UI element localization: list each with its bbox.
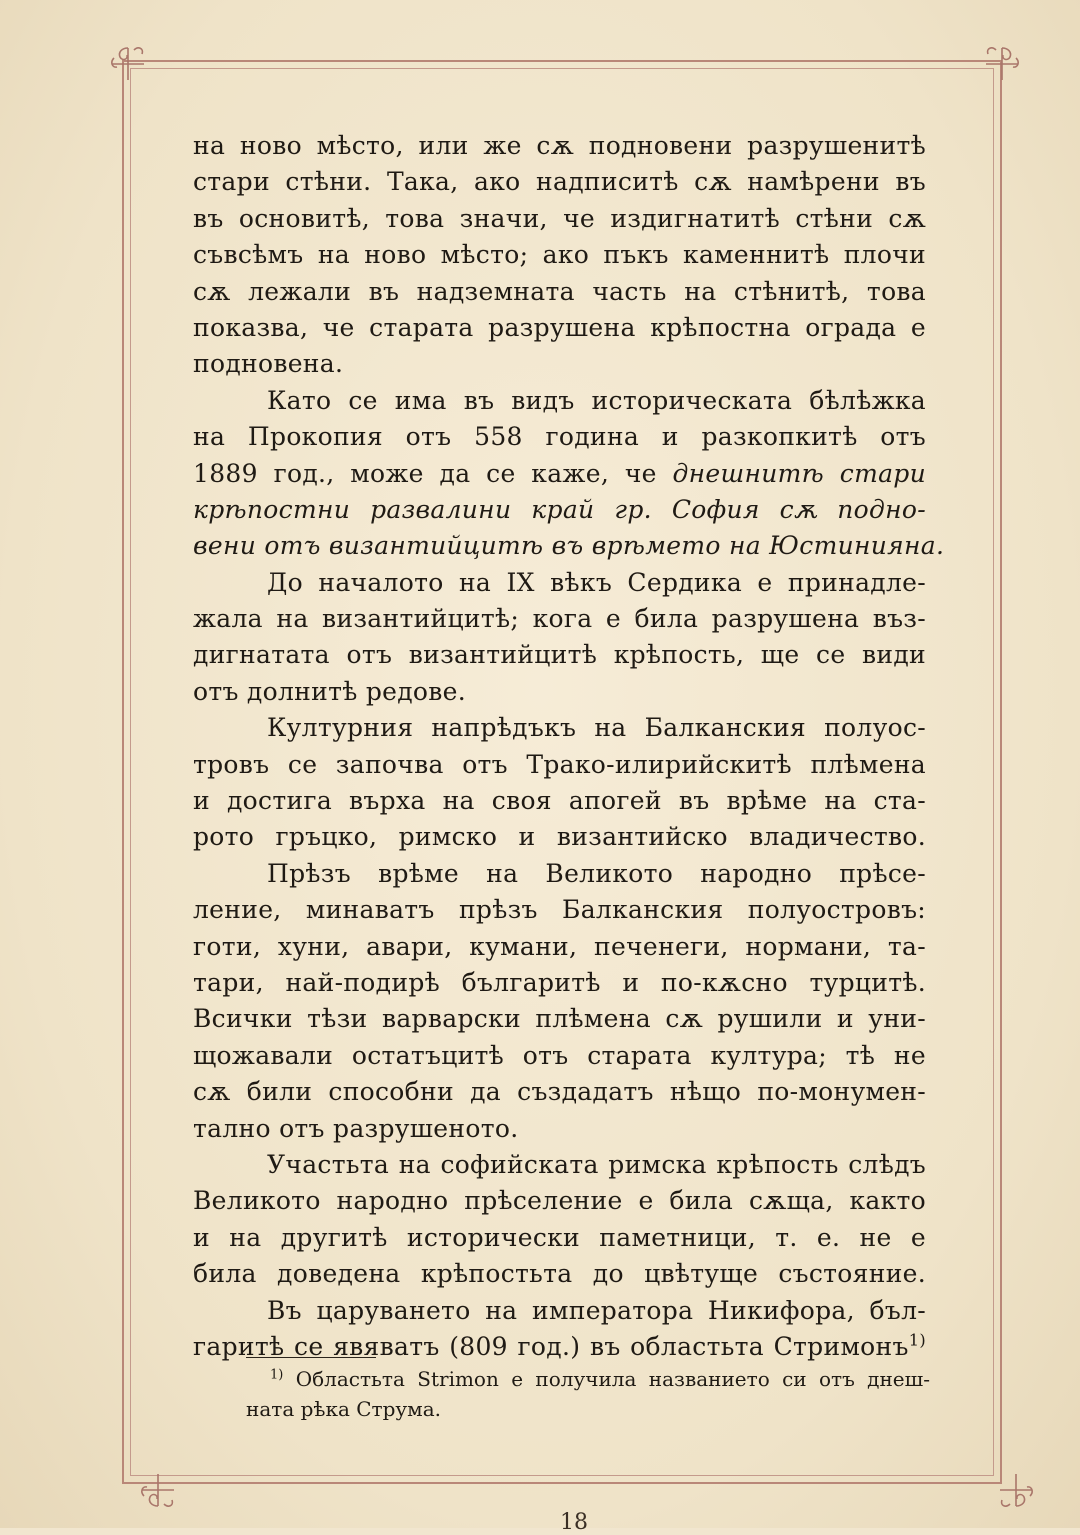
body-text [193, 128, 945, 1365]
text-line: стари стѣни. Така, ако надписитѣ сѫ намѣрени въ [193, 167, 926, 197]
text-line: Културния напрѣдъкъ на Балканския полуос- [267, 713, 926, 743]
text-line: показва, че старата разрушена крѣпостна ограда е [193, 312, 926, 342]
text-line: съвсѣмъ на ново мѣсто; ако пъкъ каменнитѣ плочи [193, 240, 926, 270]
text-line: тари, най-подирѣ българитѣ и по-кѫсно турцитѣ. [193, 967, 926, 997]
text-line: Прѣзъ врѣме на Великото народно прѣсе- [267, 858, 926, 888]
text-line: и достига върха на своя апогей въ врѣме на ста- [193, 786, 926, 816]
text-line: тровъ се започва отъ Трако-илирийскитѣ плѣмена [193, 749, 926, 779]
text-line: готи, хуни, авари, кумани, печенеги, нормани, та- [193, 931, 926, 961]
footnote-divider [246, 1357, 376, 1358]
text-line: сѫ били способни да създадатъ нѣщо по-монумен- [193, 1077, 926, 1107]
footnote-marker: 1) [270, 1367, 284, 1383]
footnote-line: ната рѣка Струма. [246, 1397, 442, 1421]
text-segment: 1889 год., може да се каже, че [193, 458, 673, 488]
text-line: Великото народно прѣселение е била сѫща, както [193, 1186, 926, 1216]
text-line: Участьта на софийската римска крѣпость слѣдъ [267, 1149, 926, 1179]
text-line: ление, минаватъ прѣзъ Балканския полуостровъ: [193, 895, 926, 925]
text-line [193, 1329, 926, 1365]
page-number: 18 [560, 1510, 588, 1535]
italic-emphasis: днешнитѣ стари [672, 458, 926, 488]
text-line: на ново мѣсто, или же сѫ подновени разрушенитѣ [193, 131, 926, 160]
italic-emphasis: вени отъ византийцитѣ въ врѣмето на Юстинияна. [193, 531, 945, 561]
text-line: въ основитѣ, това значи, че издигнатитѣ стѣни сѫ [193, 203, 926, 233]
footnote-line [246, 1364, 930, 1394]
text-segment: гаритѣ се явяватъ (809 год.) въ областьта Стримонъ [193, 1331, 909, 1361]
italic-emphasis: крѣпостни развалини край гр. София сѫ подно- [193, 494, 926, 524]
text-line: Въ царуването на императора Никифора, бъл- [267, 1295, 926, 1325]
text-line: тално отъ разрушеното. [193, 1113, 519, 1143]
text-line: дигнатата отъ византийцитѣ крѣпость, ще се види [193, 640, 926, 670]
text-line: жала на византийцитѣ; кога е била разрушена въз- [193, 604, 926, 634]
text-line: щожавали остатъцитѣ отъ старата култура; тѣ не [193, 1040, 926, 1070]
text-line: рото гръцко, римско и византийско владичество. [193, 822, 926, 852]
text-line: Всички тѣзи варварски плѣмена сѫ рушили и уни- [193, 1004, 926, 1034]
corner-ornament-icon [978, 40, 1026, 88]
text-line [193, 492, 926, 528]
footnote-text: Областьта Strimon е получила названието си отъ днеш- [295, 1367, 930, 1391]
text-line [193, 528, 945, 564]
text-line: на Прокопия отъ 558 година и разкопкитѣ отъ [193, 422, 926, 452]
text-line: и на другитѣ исторически паметници, т. е. не е [193, 1222, 926, 1252]
text-line: отъ долнитѣ редове. [193, 676, 466, 706]
corner-ornament-icon [992, 1466, 1040, 1514]
text-line [193, 456, 926, 492]
text-line: била доведена крѣпостьта до цвѣтуще състояние. [193, 1259, 926, 1289]
footnote [246, 1364, 930, 1424]
text-line: До началото на IX вѣкъ Сердика е принадле- [267, 567, 926, 597]
footnote-marker: 1) [908, 1330, 926, 1350]
text-line: подновена. [193, 349, 344, 379]
corner-ornament-icon [134, 1466, 182, 1514]
text-line: сѫ лежали въ надземната часть на стѣнитѣ, това [193, 276, 926, 306]
corner-ornament-icon [104, 40, 152, 88]
text-line: Като се има въ видъ историческата бѣлѣжка [267, 385, 926, 415]
